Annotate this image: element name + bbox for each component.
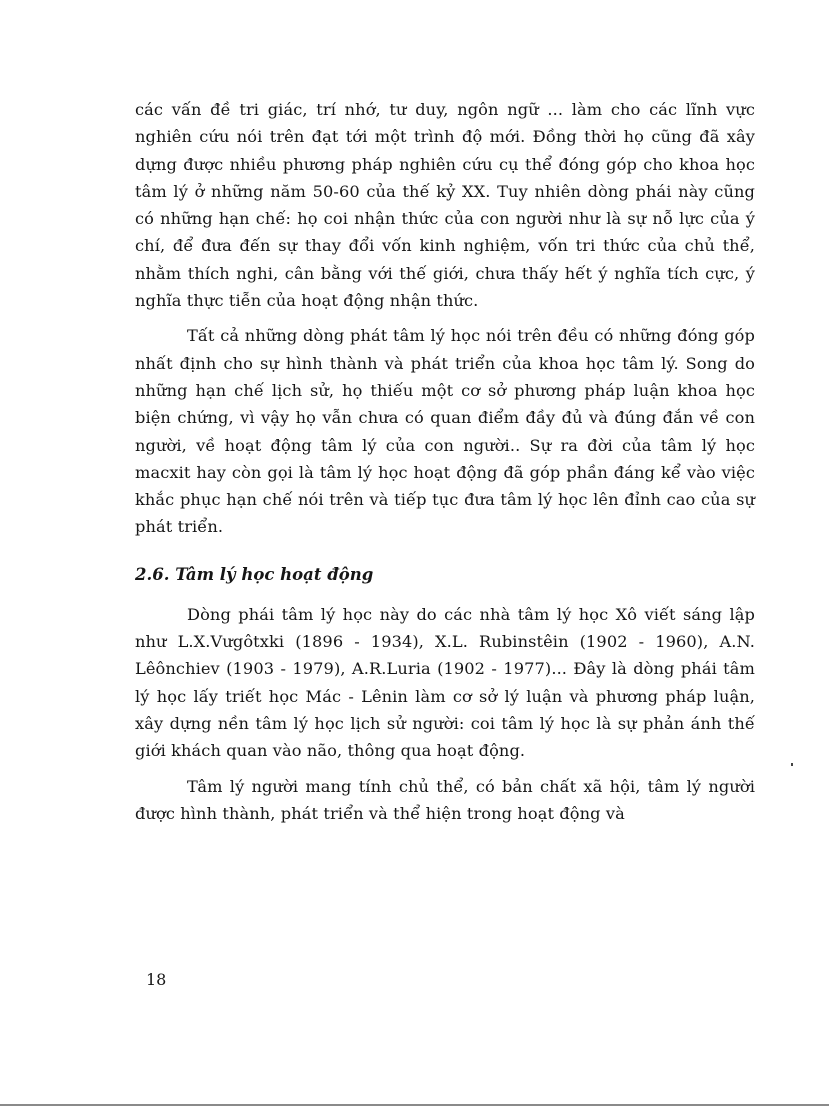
section-heading: 2.6. Tâm lý học hoạt động <box>135 564 374 584</box>
paragraph-activity-psychology: Dòng phái tâm lý học này do các nhà tâm lý học Xô viết sáng lập như L.X.Vưgôtxki (1896 - 1934), X.L. Rubinstêin (1902 - 1960), A.N. Lêônchiev (1903 - 1979), A.R.Luria (1902 - 1977)... Đây là dòng phái tâm lý học lấy triết học Mác - Lênin làm cơ sở lý luận và phương pháp luận, xây dựng nền tâm lý học lịch sử người: coi tâm lý học là sự phản ánh thế giới khách quan vào não, thông qua hoạt động. <box>135 604 755 761</box>
paragraph-summary: Tất cả những dòng phát tâm lý học nói trên đều có những đóng góp nhất định cho sự hình thành và phát triển của khoa học tâm lý. Song do những hạn chế lịch sử, họ thiếu một cơ sở phương pháp luận khoa học biện chứng, vì vậy họ vẫn chưa có quan điểm đầy đủ và đúng đắn về con người, về hoạt động tâm lý của con người.. Sự ra đời của tâm lý học macxit hay còn gọi là tâm lý học hoạt động đã góp phần đáng kể vào việc khắc phục hạn chế nói trên và tiếp tục đưa tâm lý học lên đỉnh cao của sự phát triển. <box>135 326 755 537</box>
paragraph-human-psychology: Tâm lý người mang tính chủ thể, có bản chất xã hội, tâm lý người được hình thành, phát triển và thể hiện trong hoạt động và <box>135 776 755 823</box>
page-body <box>135 96 755 827</box>
page-number: 18 <box>146 970 167 989</box>
scan-speck <box>791 763 793 766</box>
paragraph-continuation: các vấn đề tri giác, trí nhớ, tư duy, ngôn ngữ ... làm cho các lĩnh vực nghiên cứu nói trên đạt tới một trình độ mới. Đồng thời họ cũng đã xây dựng được nhiều phương pháp nghiên cứu cụ thể đóng góp cho khoa học tâm lý ở những năm 50-60 của thế kỷ XX. Tuy nhiên dòng phái này cũng có những hạn chế: họ coi nhận thức của con người như là sự nỗ lực của ý chí, để đưa đến sự thay đổi vốn kinh nghiệm, vốn tri thức của chủ thể, nhằm thích nghi, cân bằng với thế giới, chưa thấy hết ý nghĩa tích cực, ý nghĩa thực tiễn của hoạt động nhận thức. <box>135 100 755 311</box>
page-bottom-edge <box>0 1104 829 1106</box>
